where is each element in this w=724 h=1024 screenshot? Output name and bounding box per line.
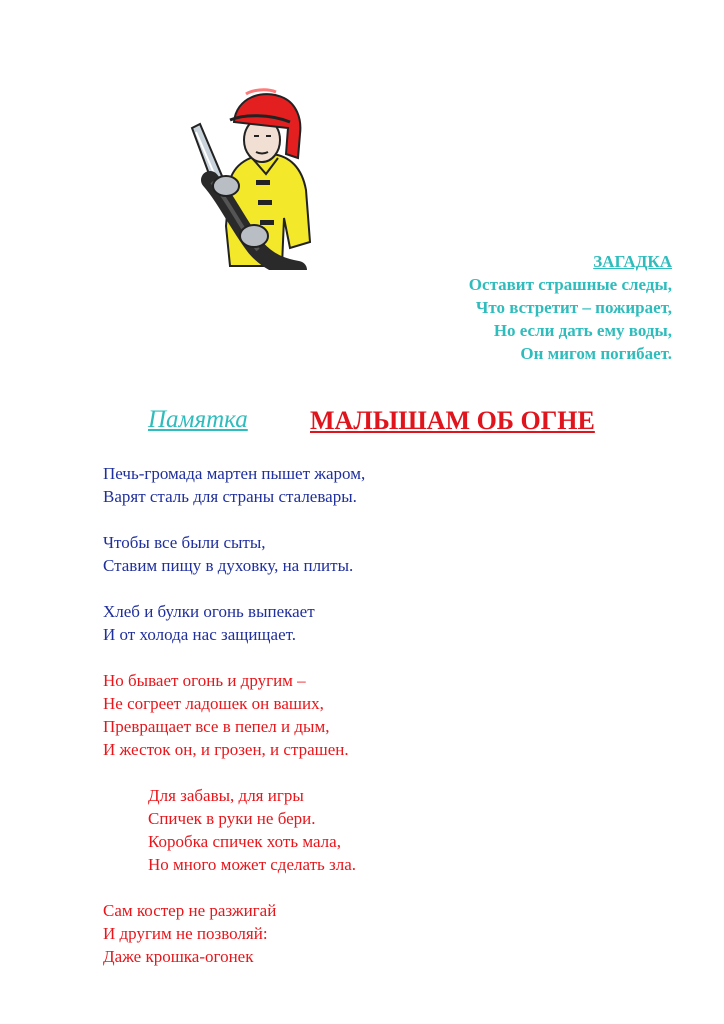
riddle-line: Он мигом погибает. xyxy=(520,344,672,363)
poem-line: Чтобы все были сыты, xyxy=(103,533,266,552)
poem-line: Для забавы, для игры xyxy=(148,786,304,805)
poem-line: И от холода нас защищает. xyxy=(103,625,297,644)
poem xyxy=(103,462,365,991)
poem-line: Даже крошка-огонек xyxy=(103,947,254,966)
poem-line: Ставим пищу в духовку, на плиты. xyxy=(103,556,354,575)
memo-label: Памятка xyxy=(148,406,248,433)
riddle-line: Что встретит – пожирает, xyxy=(475,298,672,317)
poem-line: Не согреет ладошек он ваших, xyxy=(103,694,324,713)
poem-line: Сам костер не разжигай xyxy=(103,901,277,920)
poem-stanza xyxy=(103,531,365,577)
poem-line: Варят сталь для страны сталевары. xyxy=(103,487,357,506)
poem-line: Спичек в руки не бери. xyxy=(148,809,316,828)
riddle-line: Оставит страшные следы, xyxy=(468,275,672,294)
firefighter-illustration xyxy=(186,88,318,270)
poem-line: И другим не позволяй: xyxy=(103,924,268,943)
poem-line: Коробка спичек хоть мала, xyxy=(148,832,341,851)
poem-stanza xyxy=(103,899,365,968)
poem-stanza xyxy=(103,462,365,508)
poem-stanza xyxy=(103,600,365,646)
riddle-block xyxy=(469,250,672,365)
poem-line: Но много может сделать зла. xyxy=(148,855,357,874)
page-title: МАЛЫШАМ ОБ ОГНЕ xyxy=(310,406,595,435)
page-heading xyxy=(0,406,724,446)
poem-line: Хлеб и булки огонь выпекает xyxy=(103,602,315,621)
firefighter-with-hose-icon xyxy=(186,88,318,270)
riddle-title: ЗАГАДКА xyxy=(593,252,672,271)
poem-line: Печь-громада мартен пышет жаром, xyxy=(103,464,366,483)
poem-stanza xyxy=(103,784,365,876)
riddle-line: Но если дать ему воды, xyxy=(493,321,672,340)
poem-line: Превращает все в пепел и дым, xyxy=(103,717,330,736)
poem-stanza xyxy=(103,669,365,761)
poem-line: И жесток он, и грозен, и страшен. xyxy=(103,740,349,759)
poem-line: Но бывает огонь и другим – xyxy=(103,671,306,690)
